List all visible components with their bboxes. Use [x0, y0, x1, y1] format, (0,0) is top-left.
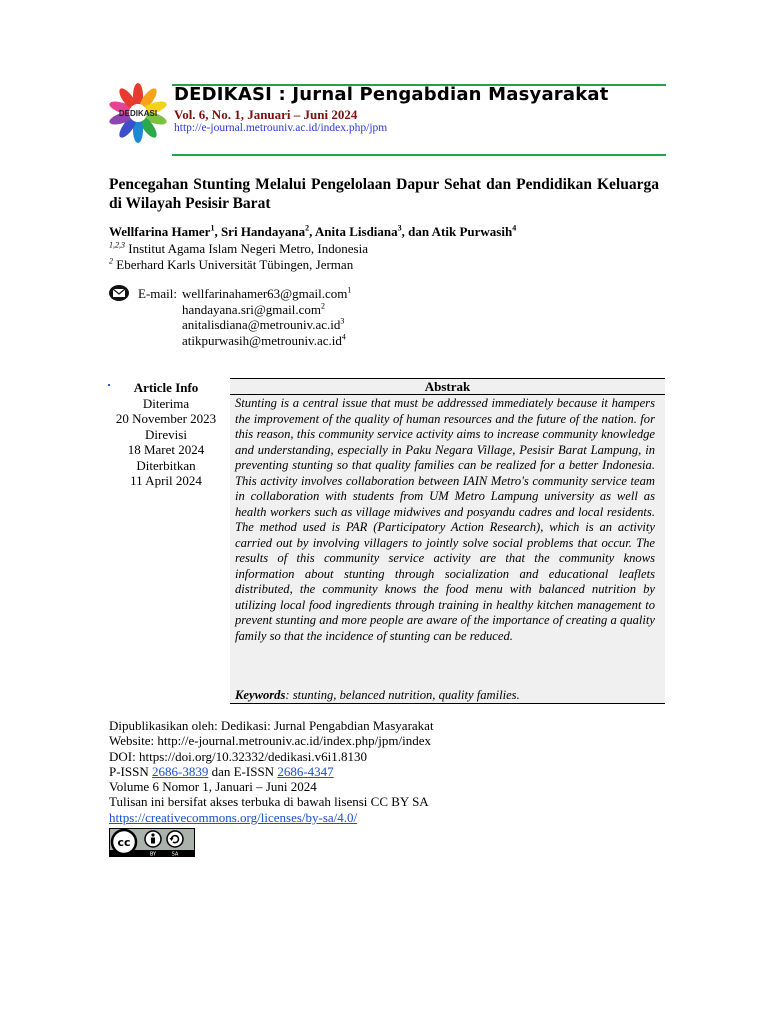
author-separator: , dan	[401, 224, 432, 239]
affiliation-sup: 1,2,3	[109, 240, 125, 250]
volume-line: Vol. 6, No. 1, Januari – Juni 2024	[174, 107, 358, 122]
cc-by-sa-badge[interactable]	[109, 828, 195, 857]
doi-line: DOI: https://doi.org/10.32332/dedikasi.v6i1.8130	[109, 748, 367, 764]
sa-icon	[167, 831, 183, 847]
keywords-values: : stunting, belanced nutrition, quality families.	[285, 688, 520, 702]
affiliation-2	[109, 257, 353, 273]
published-date: 11 April 2024	[130, 473, 202, 488]
eissn-link[interactable]: 2686-4347	[277, 763, 334, 779]
publication-info	[109, 718, 434, 825]
revised-label: Direvisi	[145, 426, 187, 442]
author-name: Sri Handayana	[220, 224, 306, 239]
email-text: anitalisdiana@metrouniv.ac.id	[182, 317, 341, 332]
affiliation-1	[109, 241, 368, 257]
author-name: Wellfarina Hamer	[109, 224, 211, 239]
journal-logo	[108, 82, 168, 144]
author-name: Atik Purwasih	[431, 224, 513, 239]
affiliation-sup: 2	[109, 256, 113, 266]
email-address	[182, 302, 325, 318]
volume-info: Volume 6 Nomor 1, Januari – Juni 2024	[109, 779, 317, 795]
author-separator: ,	[214, 224, 221, 239]
issn-line	[109, 764, 434, 779]
cc-badge-text: cc	[117, 836, 131, 849]
article-info-heading: Article Info	[133, 380, 199, 395]
author-sup: 2	[305, 223, 310, 233]
abstract-text: Stunting is a central issue that must be addressed immediately because it hampers the improvement of the quality of human resources and the future of the nation. for this reason, this community service activity aims to increase community knowledge and understanding, especially in Paku Negara Village, Pesisir Barat Lampung, in preventing stunting so that quality families can be realized for a better Indonesia. This activity involves collaboration between IAIN Metro's community service team in collaboration with students from UM Metro Lampung university as well as health workers such as village midwives and posyandu cadres and local residents. The method used is PAR (Participatory Action Research), which is an activity carried out by involving villagers to jointly solve social problems that occur. The results of this community service activity are that the community knows information about stunting through socialization and educational leaflets distributed, the community knows the food menu with balanced nutrition by utilizing local food ingredients through training in healthy kitchen management to prevent stunting and more people are aware of the importance of creating a quality family so that the incidence of stunting can be reduced.	[235, 396, 655, 643]
email-address	[182, 317, 344, 333]
article-info	[104, 380, 228, 489]
received-label: Diterima	[142, 395, 190, 411]
eissn-label: dan E-ISSN	[208, 763, 278, 779]
license-link[interactable]: https://creativecommons.org/licenses/by-sa/4.0/	[109, 809, 358, 825]
author-sup: 1	[210, 223, 215, 233]
email-label: E-mail:	[138, 286, 177, 301]
license-text: Tulisan ini bersifat akses terbuka di bawah lisensi CC BY SA	[109, 794, 429, 810]
abstract-heading: Abstrak	[424, 379, 471, 394]
logo-text: DEDIKASI	[118, 109, 158, 118]
published-label: Diterbitkan	[136, 457, 196, 473]
email-sup: 1	[347, 285, 352, 295]
published-by: Dipublikasikan oleh: Dedikasi: Jurnal Pengabdian Masyarakat	[109, 718, 434, 733]
author-name: Anita Lisdiana	[314, 224, 398, 239]
email-address	[182, 333, 346, 349]
journal-name: DEDIKASI : Jurnal Pengabdian Masyarakat	[174, 84, 609, 105]
affiliation-text: Eberhard Karls Universität Tübingen, Jerman	[113, 257, 354, 272]
pissn-label: P-ISSN	[109, 763, 152, 779]
by-label: BY	[149, 851, 157, 857]
received-date: 20 November 2023	[115, 411, 217, 426]
author-list	[109, 224, 516, 240]
affiliation-text: Institut Agama Islam Negeri Metro, Indonesia	[125, 241, 368, 256]
revised-date: 18 Maret 2024	[127, 442, 205, 457]
email-text: atikpurwasih@metrouniv.ac.id	[182, 333, 342, 348]
email-text: handayana.sri@gmail.com	[182, 302, 322, 317]
email-text: wellfarinahamer63@gmail.com	[182, 286, 348, 301]
email-sup: 4	[341, 332, 346, 342]
keywords-line	[235, 688, 520, 703]
author-sup: 3	[397, 223, 402, 233]
envelope-icon	[109, 285, 129, 301]
website-line: Website: http://e-journal.metrouniv.ac.id/index.php/jpm/index	[109, 733, 431, 749]
header-rule-bottom	[172, 154, 666, 156]
email-address	[182, 286, 351, 302]
email-sup: 3	[340, 316, 345, 326]
author-sup: 4	[512, 223, 517, 233]
journal-url-link[interactable]: http://e-journal.metrouniv.ac.id/index.php/jpm	[174, 122, 388, 134]
author-separator: ,	[309, 224, 315, 239]
paper-title: Pencegahan Stunting Melalui Pengelolaan Dapur Sehat dan Pendidikan Keluarga di Wilayah Pesisir Barat	[109, 176, 659, 212]
email-sup: 2	[321, 301, 326, 311]
sa-label: SA	[171, 851, 179, 857]
pissn-link[interactable]: 2686-3839	[152, 763, 209, 779]
keywords-label: Keywords	[235, 688, 286, 702]
